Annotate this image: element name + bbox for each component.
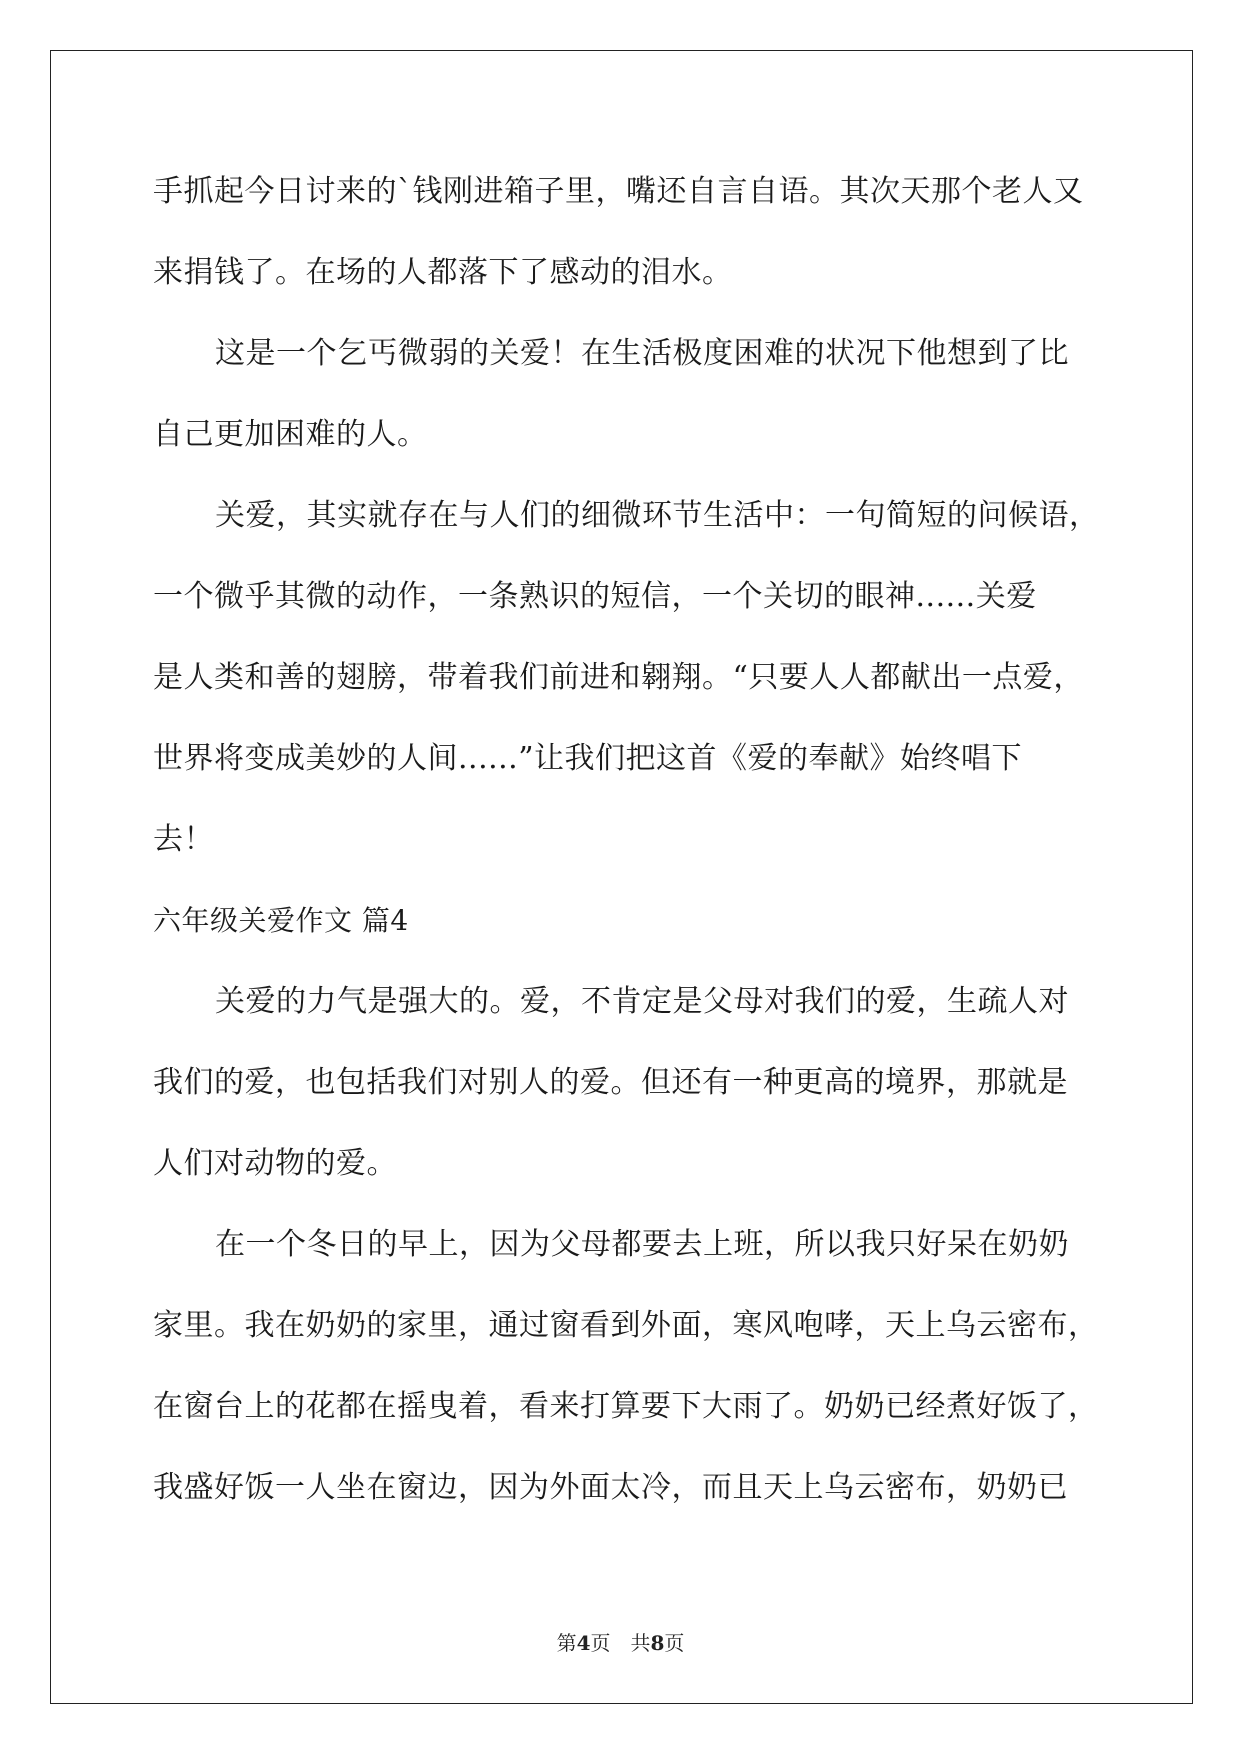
text-line-14: 在一个冬日的早上，因为父母都要去上班，所以我只好呆在奶奶 <box>215 1227 1069 1262</box>
total-pages-number: 8 <box>650 1631 665 1655</box>
text-line-5: 关爱，其实就存在与人们的细微环节生活中：一句简短的问候语， <box>215 498 1100 533</box>
text-line-16: 在窗台上的花都在摇曳着，看来打算要下大雨了。奶奶已经煮好饭了， <box>153 1389 1099 1424</box>
text-line-7: 是人类和善的翅膀，带着我们前进和翱翔。“只要人人都献出一点爱， <box>153 660 1084 695</box>
footer-middle: 页 共 <box>590 1631 651 1655</box>
text-line-8: 世界将变成美妙的人间......”让我们把这首《爱的奉献》始终唱下 <box>153 741 1023 776</box>
text-line-1: 手抓起今日讨来的`钱刚进箱子里，嘴还自言自语。其次天那个老人又 <box>153 174 1084 209</box>
text-line-11: 关爱的力气是强大的。爱，不肯定是父母对我们的爱，生疏人对 <box>215 984 1069 1019</box>
footer-prefix: 第 <box>556 1631 577 1655</box>
text-line-2: 来捐钱了。在场的人都落下了感动的泪水。 <box>153 255 733 290</box>
current-page-number: 4 <box>576 1631 591 1655</box>
text-line-3: 这是一个乞丐微弱的关爱！在生活极度困难的状况下他想到了比 <box>215 336 1069 371</box>
section-heading: 六年级关爱作文 篇4 <box>153 904 409 937</box>
text-line-17: 我盛好饭一人坐在窗边，因为外面太冷，而且天上乌云密布，奶奶已 <box>153 1470 1068 1505</box>
document-body <box>153 164 1100 1541</box>
text-line-12: 我们的爱，也包括我们对别人的爱。但还有一种更高的境界，那就是 <box>153 1065 1068 1100</box>
text-line-6: 一个微乎其微的动作，一条熟识的短信，一个关切的眼神......关爱 <box>153 579 1037 614</box>
page-footer <box>0 1627 1241 1656</box>
text-line-15: 家里。我在奶奶的家里，通过窗看到外面，寒风咆哮，天上乌云密布， <box>153 1308 1099 1343</box>
text-line-9: 去！ <box>153 822 214 857</box>
footer-suffix: 页 <box>664 1631 685 1655</box>
text-line-13: 人们对动物的爱。 <box>153 1146 397 1181</box>
text-line-4: 自己更加困难的人。 <box>153 417 428 452</box>
